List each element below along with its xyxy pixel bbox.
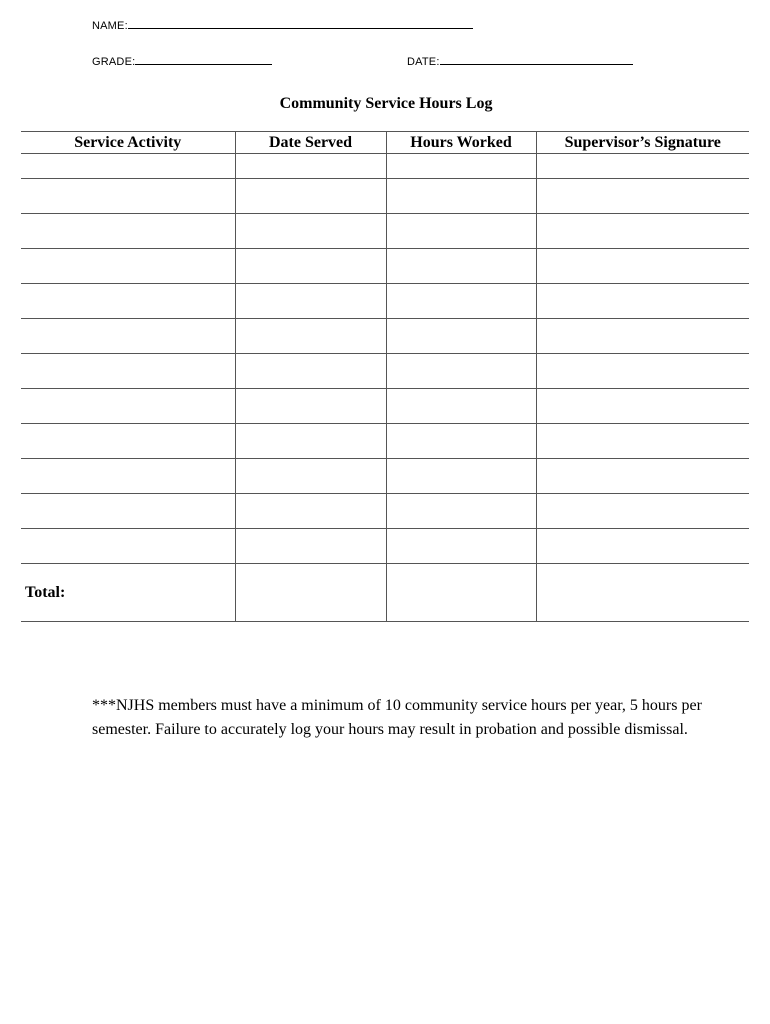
- total-signature-cell[interactable]: [536, 564, 749, 622]
- grade-field[interactable]: [92, 55, 272, 68]
- signature-cell[interactable]: [536, 154, 749, 179]
- table-row: [21, 354, 749, 389]
- hours-worked-cell[interactable]: [386, 459, 536, 494]
- total-label: Total:: [21, 564, 235, 622]
- service-hours-table: [21, 131, 749, 622]
- activity-cell[interactable]: [21, 249, 235, 284]
- date-served-cell[interactable]: [235, 179, 386, 214]
- date-served-cell[interactable]: [235, 529, 386, 564]
- table-row: [21, 389, 749, 424]
- table-row: [21, 214, 749, 249]
- total-date-cell[interactable]: [235, 564, 386, 622]
- signature-cell[interactable]: [536, 214, 749, 249]
- date-served-cell[interactable]: [235, 154, 386, 179]
- activity-cell[interactable]: [21, 284, 235, 319]
- activity-cell[interactable]: [21, 179, 235, 214]
- total-row: [21, 564, 749, 622]
- hours-worked-cell[interactable]: [386, 389, 536, 424]
- header-date-served: Date Served: [235, 132, 386, 154]
- table-row: [21, 494, 749, 529]
- name-blank-line[interactable]: [128, 19, 473, 29]
- date-served-cell[interactable]: [235, 424, 386, 459]
- table-row: [21, 459, 749, 494]
- signature-cell[interactable]: [536, 529, 749, 564]
- date-served-cell[interactable]: [235, 214, 386, 249]
- total-hours-cell[interactable]: [386, 564, 536, 622]
- activity-cell[interactable]: [21, 214, 235, 249]
- header-hours-worked: Hours Worked: [386, 132, 536, 154]
- hours-worked-cell[interactable]: [386, 529, 536, 564]
- date-served-cell[interactable]: [235, 249, 386, 284]
- page-title: Community Service Hours Log: [279, 95, 493, 112]
- activity-cell[interactable]: [21, 319, 235, 354]
- table-row: [21, 154, 749, 179]
- date-served-cell[interactable]: [235, 319, 386, 354]
- activity-cell[interactable]: [21, 389, 235, 424]
- activity-cell[interactable]: [21, 354, 235, 389]
- activity-cell[interactable]: [21, 494, 235, 529]
- date-served-cell[interactable]: [235, 494, 386, 529]
- date-served-cell[interactable]: [235, 284, 386, 319]
- date-served-cell[interactable]: [235, 389, 386, 424]
- grade-label: GRADE:: [92, 56, 136, 68]
- header-supervisor-signature: Supervisor’s Signature: [536, 132, 749, 154]
- hours-worked-cell[interactable]: [386, 354, 536, 389]
- date-label: DATE:: [407, 56, 440, 68]
- activity-cell[interactable]: [21, 154, 235, 179]
- table-row: [21, 529, 749, 564]
- table-body: [21, 154, 749, 622]
- name-field[interactable]: [92, 19, 473, 32]
- table-row: [21, 249, 749, 284]
- name-label: NAME:: [92, 20, 128, 32]
- table-row: [21, 284, 749, 319]
- hours-worked-cell[interactable]: [386, 494, 536, 529]
- signature-cell[interactable]: [536, 459, 749, 494]
- hours-worked-cell[interactable]: [386, 249, 536, 284]
- table-row: [21, 179, 749, 214]
- hours-worked-cell[interactable]: [386, 319, 536, 354]
- signature-cell[interactable]: [536, 494, 749, 529]
- signature-cell[interactable]: [536, 284, 749, 319]
- table-header-row: [21, 132, 749, 154]
- hours-worked-cell[interactable]: [386, 179, 536, 214]
- activity-cell[interactable]: [21, 459, 235, 494]
- activity-cell[interactable]: [21, 424, 235, 459]
- signature-cell[interactable]: [536, 354, 749, 389]
- hours-worked-cell[interactable]: [386, 154, 536, 179]
- hours-worked-cell[interactable]: [386, 214, 536, 249]
- date-field[interactable]: [407, 55, 633, 68]
- date-blank-line[interactable]: [440, 55, 633, 65]
- signature-cell[interactable]: [536, 179, 749, 214]
- signature-cell[interactable]: [536, 249, 749, 284]
- signature-cell[interactable]: [536, 424, 749, 459]
- activity-cell[interactable]: [21, 529, 235, 564]
- table-row: [21, 424, 749, 459]
- date-served-cell[interactable]: [235, 459, 386, 494]
- njhs-requirement-note: ***NJHS members must have a minimum of 10 community service hours per year, 5 hours per semester. Failure to accurately log your hours may result in probation and possible dismissal.: [92, 697, 702, 738]
- grade-blank-line[interactable]: [135, 55, 272, 65]
- header-service-activity: Service Activity: [21, 132, 235, 154]
- signature-cell[interactable]: [536, 319, 749, 354]
- hours-worked-cell[interactable]: [386, 424, 536, 459]
- signature-cell[interactable]: [536, 389, 749, 424]
- date-served-cell[interactable]: [235, 354, 386, 389]
- hours-worked-cell[interactable]: [386, 284, 536, 319]
- table-row: [21, 319, 749, 354]
